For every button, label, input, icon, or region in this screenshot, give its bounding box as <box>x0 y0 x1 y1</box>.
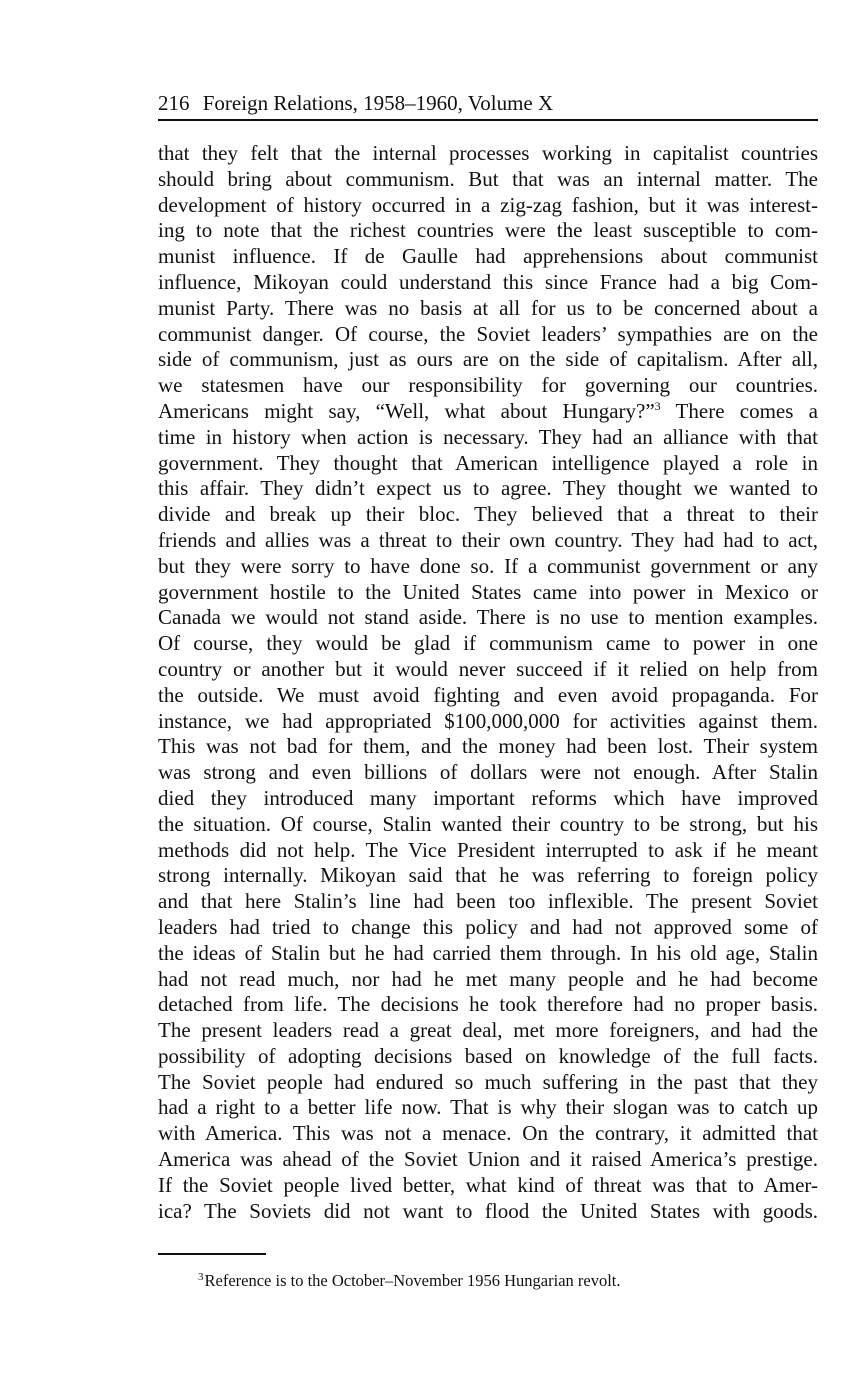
text-line: methods did not help. The Vice President interrupted to ask if he meant <box>158 837 818 862</box>
text-line: government. They thought that American intelligence played a role in <box>158 450 818 475</box>
running-head <box>158 90 818 116</box>
footnote-text: Reference is to the October–November 1956 Hungarian revolt. <box>204 1271 621 1290</box>
text-line: instance, we had appropriated $100,000,000 for activities against them. <box>158 708 818 733</box>
text-line: should bring about communism. But that was an internal matter. The <box>158 166 818 191</box>
text-line-with-footnote <box>158 399 818 425</box>
text-line: influence, Mikoyan could understand this since France had a big Com- <box>158 269 818 294</box>
text-line: the ideas of Stalin but he had carried them through. In his old age, Stalin <box>158 940 818 965</box>
text-line: and that here Stalin’s line had been too inflexible. The present Soviet <box>158 889 818 914</box>
text-line: detached from life. The decisions he took therefore had no proper basis. <box>158 992 818 1017</box>
volume-title: Foreign Relations, 1958–1960, Volume X <box>202 91 554 115</box>
text-line: The present leaders read a great deal, met more foreigners, and had the <box>158 1018 818 1043</box>
text-line: strong internally. Mikoyan said that he was referring to foreign policy <box>158 863 818 888</box>
footnote-rule <box>158 1253 266 1255</box>
text-line: with America. This was not a menace. On the contrary, it admitted that <box>158 1121 818 1146</box>
text-line: country or another but it would never succeed if it relied on help from <box>158 656 818 681</box>
text-line: that they felt that the internal processes working in capitalist countries <box>158 141 818 165</box>
text-line: leaders had tried to change this policy and had not approved some of <box>158 914 818 939</box>
text-line: communist danger. Of course, the Soviet leaders’ sympathies are on the <box>158 321 818 346</box>
page-number: 216 <box>158 91 190 115</box>
text-line: divide and break up their bloc. They believed that a threat to their <box>158 502 818 527</box>
text-line: The Soviet people had endured so much suffering in the past that they <box>158 1069 818 1094</box>
text-line: died they introduced many important reforms which have improved <box>158 785 818 810</box>
text-line: friends and allies was a threat to their own country. They had had to act, <box>158 527 818 552</box>
text-line: had a right to a better life now. That is why their slogan was to catch up <box>158 1095 818 1120</box>
text-line: possibility of adopting decisions based on knowledge of the full facts. <box>158 1043 818 1068</box>
text-segment: Americans might say, “Well, what about Hungary?” <box>158 398 655 423</box>
text-line: had not read much, nor had he met many people and he had become <box>158 966 818 991</box>
footnote <box>198 1270 621 1292</box>
footnote-number: 3 <box>198 1271 204 1283</box>
text-line: Canada we would not stand aside. There is no use to mention examples. <box>158 605 818 630</box>
text-line: munist Party. There was no basis at all for us to be concerned about a <box>158 295 818 320</box>
header-rule <box>158 119 818 121</box>
text-line: Of course, they would be glad if communism came to power in one <box>158 631 818 656</box>
text-line: development of history occurred in a zig-zag fashion, but it was interest- <box>158 192 818 217</box>
text-line: If the Soviet people lived better, what kind of threat was that to Amer- <box>158 1172 818 1197</box>
text-line: government hostile to the United States came into power in Mexico or <box>158 579 818 604</box>
text-segment: There comes a <box>660 398 818 423</box>
text-line: America was ahead of the Soviet Union and it raised America’s prestige. <box>158 1147 818 1172</box>
text-line: munist influence. If de Gaulle had apprehensions about communist <box>158 244 818 269</box>
text-line: the outside. We must avoid fighting and even avoid propaganda. For <box>158 682 818 707</box>
text-line: ing to note that the richest countries were the least susceptible to com- <box>158 218 818 243</box>
body-text <box>158 141 818 1224</box>
footnote-reference[interactable]: 3 <box>654 398 661 413</box>
text-line: we statesmen have our responsibility for governing our countries. <box>158 373 818 398</box>
text-line: time in history when action is necessary. They had an alliance with that <box>158 424 818 449</box>
text-line: but they were sorry to have done so. If a communist government or any <box>158 553 818 578</box>
text-line: This was not bad for them, and the money had been lost. Their system <box>158 734 818 759</box>
text-line: this affair. They didn’t expect us to agree. They thought we wanted to <box>158 476 818 501</box>
text-line: ica? The Soviets did not want to flood the United States with goods. <box>158 1198 818 1223</box>
text-line: the situation. Of course, Stalin wanted their country to be strong, but his <box>158 811 818 836</box>
text-line: side of communism, just as ours are on the side of capitalism. After all, <box>158 347 818 372</box>
text-line: was strong and even billions of dollars were not enough. After Stalin <box>158 760 818 785</box>
